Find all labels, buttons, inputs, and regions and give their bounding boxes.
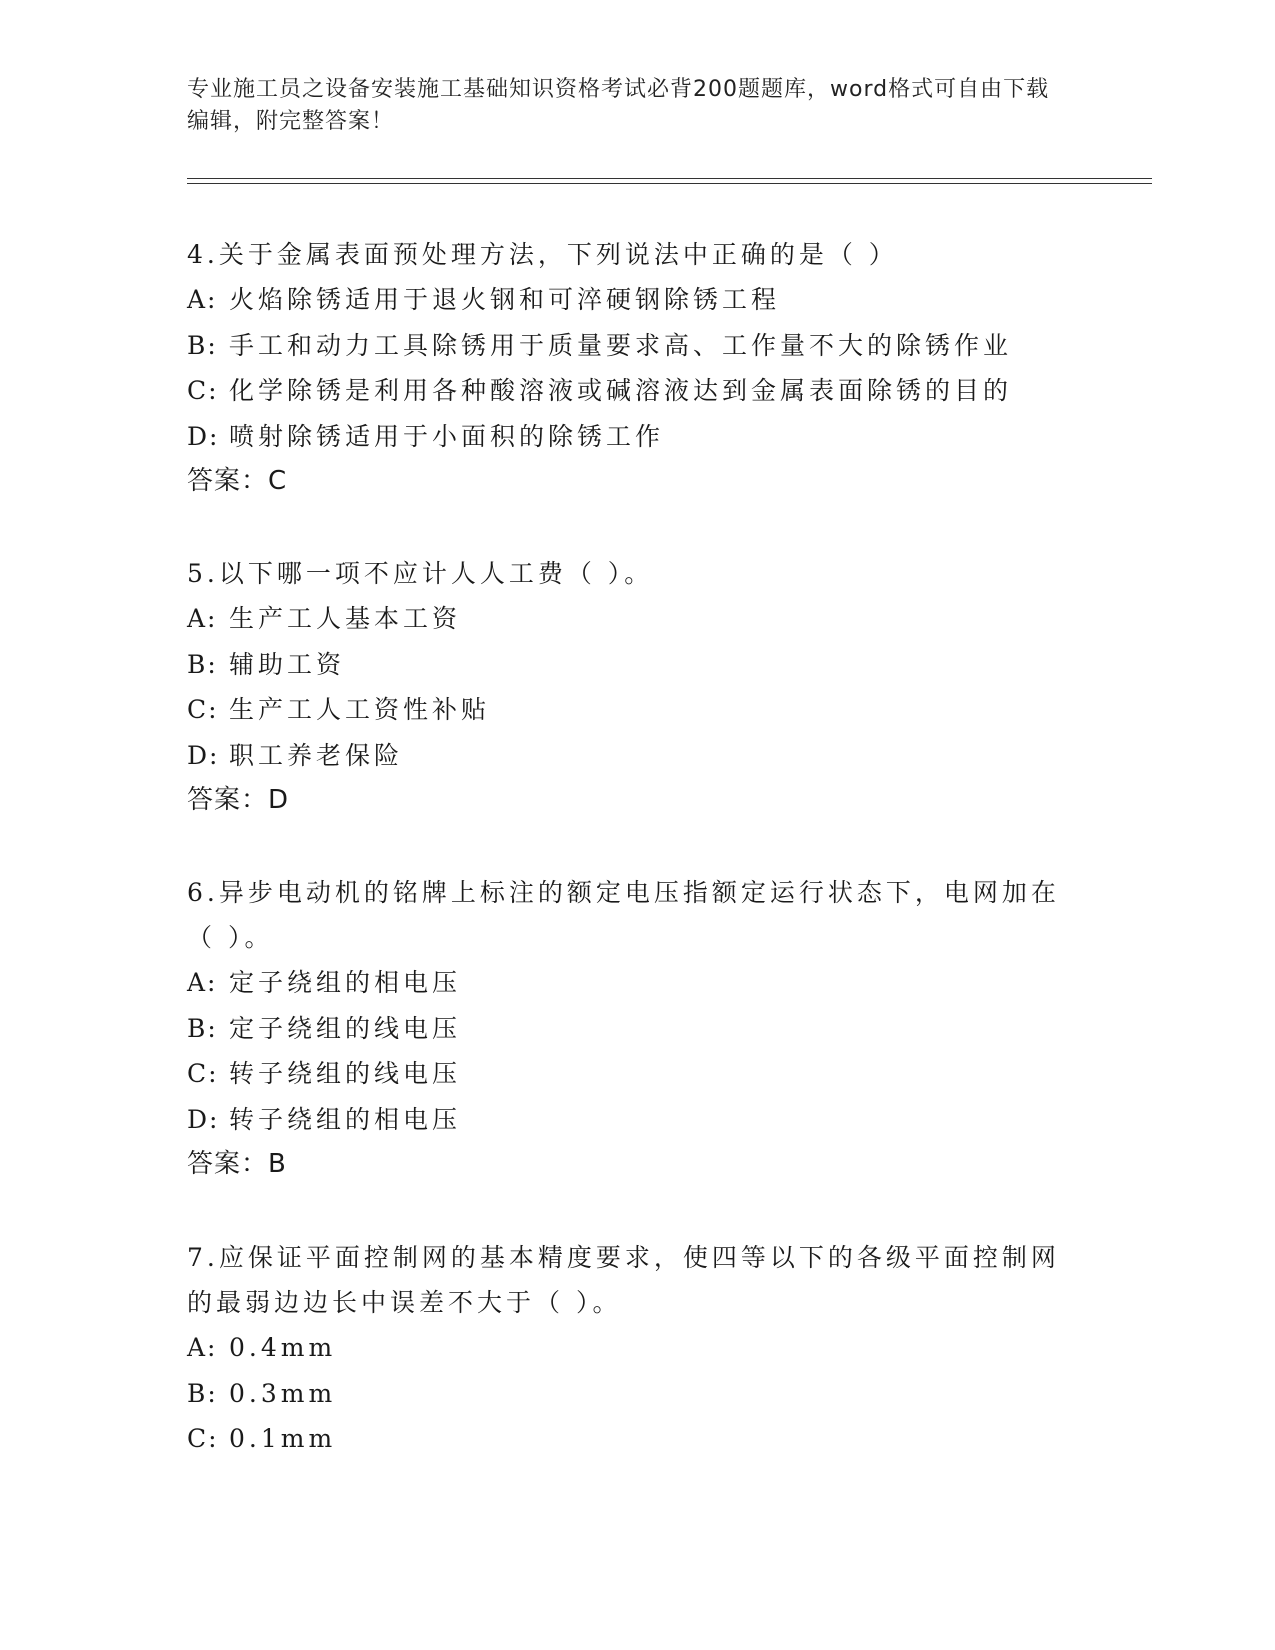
question-6 [187,870,1067,1187]
option-key: A: [187,968,218,997]
question-4 [187,232,1067,504]
option-d [187,414,1067,460]
option-key: D: [187,1104,220,1134]
option-text: 化学除锈是利用各种酸溶液或碱溶液达到金属表面除锈的目的 [229,376,1013,405]
option-d [187,1097,1067,1143]
option-b [187,323,1067,369]
option-text: 生产工人工资性补贴 [229,695,491,724]
answer: 答案：D [187,785,290,815]
question-5 [187,551,1067,823]
option-key: D: [187,740,220,770]
option-b [187,1371,1067,1417]
option-text: 喷射除锈适用于小面积的除锈工作 [229,421,665,451]
option-text: 转子绕组的线电压 [229,1059,462,1088]
question-stem: 4.关于金属表面预处理方法，下列说法中正确的是（ ） [187,240,898,269]
option-text: 手工和动力工具除锈用于质量要求高、工作量不大的除锈作业 [229,330,1013,360]
header-divider-top [187,178,1152,179]
option-b [187,1006,1067,1052]
option-a [187,1325,1067,1371]
question-stem: 5.以下哪一项不应计人人工费（ ）。 [187,559,654,588]
option-text: 定子绕组的相电压 [229,968,462,997]
option-a [187,596,1067,642]
option-key: B: [187,330,218,360]
option-key: A: [187,285,218,314]
option-text: 转子绕组的相电压 [229,1104,462,1134]
option-key: B: [187,649,218,679]
option-key: C: [187,1059,219,1088]
answer: 答案：C [187,466,288,496]
option-text: 辅助工资 [229,649,346,679]
option-key: A: [187,1333,218,1362]
option-key: A: [187,604,218,633]
question-stem: 6.异步电动机的铭牌上标注的额定电压指额定运行状态下，电网加在（ ）。 [187,878,1060,952]
option-key: D: [187,421,220,451]
option-text: 0.4mm [229,1333,337,1362]
question-7 [187,1235,1067,1462]
option-c [187,1051,1067,1097]
option-c [187,368,1067,414]
option-text: 定子绕组的线电压 [229,1013,462,1043]
option-key: B: [187,1013,218,1043]
option-text: 职工养老保险 [229,740,404,770]
option-text: 0.3mm [229,1378,337,1408]
option-c [187,1416,1067,1462]
option-text: 生产工人基本工资 [229,604,462,633]
option-key: B: [187,1378,218,1408]
option-key: C: [187,695,219,724]
option-text: 火焰除锈适用于退火钢和可淬硬钢除锈工程 [229,285,781,314]
option-c [187,687,1067,733]
question-stem: 7.应保证平面控制网的基本精度要求，使四等以下的各级平面控制网的最弱边边长中误差不大于（ ）。 [187,1243,1060,1317]
option-key: C: [187,1424,219,1453]
header-divider-bottom [187,183,1152,184]
option-text: 0.1mm [229,1424,337,1453]
option-a [187,277,1067,323]
option-b [187,642,1067,688]
document-header: 专业施工员之设备安装施工基础知识资格考试必背200题题库，word格式可自由下载编辑，附完整答案！ [187,77,1050,134]
option-a [187,960,1067,1006]
option-key: C: [187,376,219,405]
option-d [187,733,1067,779]
answer: 答案：B [187,1149,287,1179]
